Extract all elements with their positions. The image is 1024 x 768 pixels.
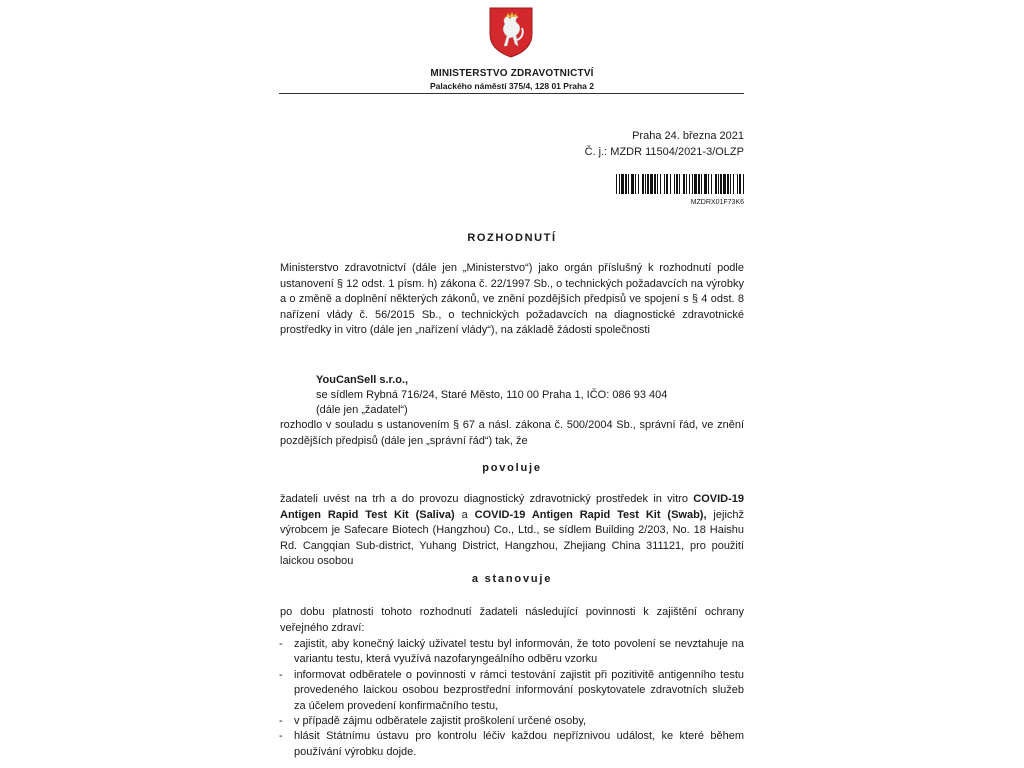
barcode — [616, 174, 744, 194]
header-divider — [279, 93, 744, 94]
product-swab: COVID-19 Antigen Rapid Test Kit (Swab), — [474, 508, 707, 521]
stanovuje-heading: a stanovuje — [471, 573, 553, 585]
ministry-address: Palackého náměstí 375/4, 128 01 Praha 2 — [430, 81, 594, 91]
applicant-alias: (dále jen „žadatel“) — [316, 404, 408, 416]
duty-item — [279, 637, 744, 668]
duties-list — [279, 637, 744, 760]
bullet-dash: - — [279, 668, 283, 681]
ministry-name: MINISTERSTVO ZDRAVOTNICTVÍ — [430, 68, 594, 79]
duty-text: v případě zájmu odběratele zajistit proškolení určené osoby, — [294, 715, 587, 728]
applicant-name: YouCanSell s.r.o., — [316, 374, 409, 386]
permit-text-1: žadateli uvést na trh a do provozu diagnostický zdravotnický prostředek in vitro — [280, 493, 694, 505]
applicant-seat: se sídlem Rybná 716/24, Staré Město, 110 00 Praha 1, IČO: 086 93 404 — [316, 389, 668, 401]
permit-text-3: jejichž výrobcem je Safecare Biotech (Hangzhou) Co., Ltd., se sídlem Building 2/203, No. 18 Haishu Rd. Cangqian Sub-district, Yuhang District, Hangzhou, Zhejiang China 311121, pro použití laickou osobou — [280, 508, 744, 568]
bullet-dash: - — [279, 638, 283, 650]
duty-text: informovat odběratele o povinnosti v rámci testování zajistit při pozitivitě antigenního testu provedeného laickou osobou bezprostřední informování poskytovatele zdravotních služeb za účelem provedení konfirmačního testu, — [294, 668, 744, 712]
permit-text-2: a — [454, 508, 475, 521]
reference-number: Č. j.: MZDR 11504/2021-3/OLZP — [584, 146, 744, 158]
place-date: Praha 24. března 2021 — [632, 130, 744, 142]
permit-paragraph — [280, 492, 744, 570]
duty-text: zajistit, aby konečný laický uživatel testu byl informován, že toto povolení se nevztahuje na variantu testu, která využívá nazofaryngeálního odběru vzorku — [294, 638, 744, 666]
duty-text: hlásit Státnímu ústavu pro kontrolu léčiv každou nepříznivou událost, ke které během používání výrobku dojde. — [294, 730, 744, 758]
decided-paragraph: rozhodlo v souladu s ustanovením § 67 a násl. zákona č. 500/2004 Sb., správní řád, ve znění pozdějších předpisů (dále jen „správní řád“) tak, že — [280, 419, 744, 447]
duties-intro: po dobu platnosti tohoto rozhodnutí žadateli následující povinnosti k zajištění ochrany veřejného zdraví: — [280, 606, 744, 634]
povoluje-heading: povoluje — [482, 462, 542, 474]
lion-shield-icon — [488, 6, 534, 58]
barcode-image — [616, 174, 744, 194]
bullet-dash: - — [279, 715, 283, 728]
intro-paragraph: Ministerstvo zdravotnictví (dále jen „Ministerstvo“) jako orgán příslušný k rozhodnutí podle ustanovení § 12 odst. 1 písm. h) zákona č. 22/1997 Sb., o technických požadavcích na výrobky a o změně a doplnění některých zákonů, ve znění pozdějších předpisů ve spojení s § 4 odst. 8 nařízení vlády č. 56/2015 Sb., o technických požadavcích na diagnostické zdravotnické prostředky in vitro (dále jen „nařízení vlády“), na základě žádosti společnosti — [280, 262, 744, 337]
duty-item — [279, 729, 744, 760]
duty-item — [279, 714, 744, 729]
document-title: ROZHODNUTÍ — [467, 232, 557, 244]
state-emblem — [488, 6, 534, 58]
product-saliva: COVID-19 Antigen Rapid Test Kit (Saliva) — [280, 493, 744, 521]
duty-item — [279, 668, 744, 714]
bullet-dash: - — [279, 730, 283, 743]
barcode-code: MZDRX01F73K6 — [690, 199, 744, 206]
